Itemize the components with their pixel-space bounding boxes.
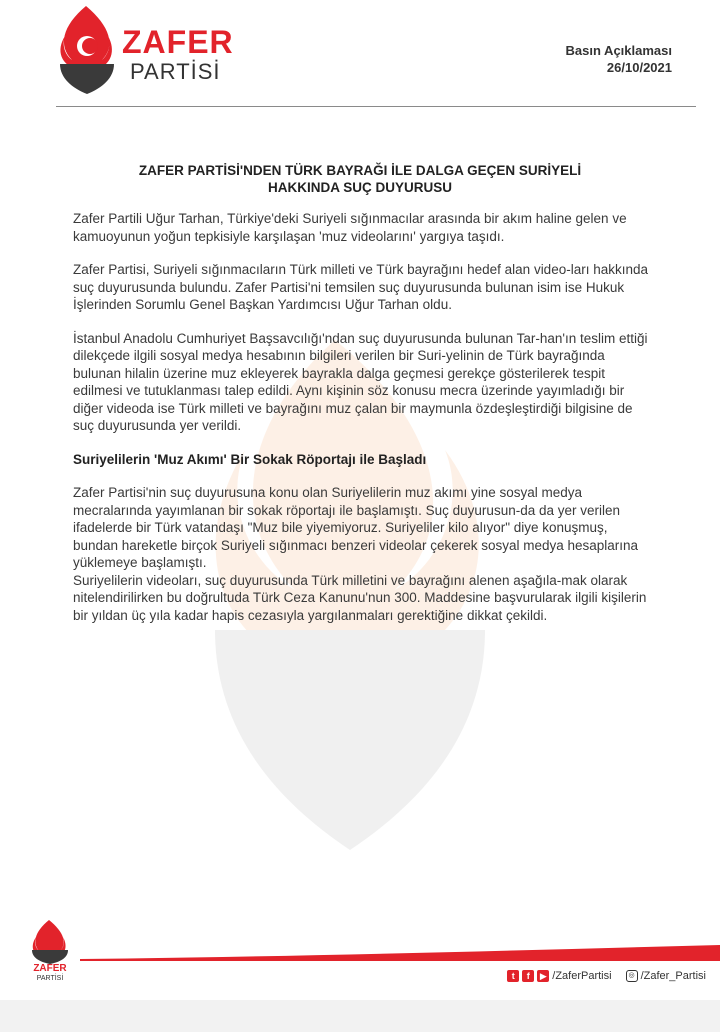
title-line-2: HAKKINDA SUÇ DUYURUSU <box>267 180 452 195</box>
social-group-instagram[interactable] <box>626 970 706 982</box>
logo-subtitle: PARTİSİ <box>130 59 221 84</box>
footer-logo-name: ZAFER <box>33 963 67 974</box>
doc-date: 26/10/2021 <box>606 60 672 75</box>
paragraph-3: İstanbul Anadolu Cumhuriyet Başsavcılığı'ndan suç duyurusunda bulunan Tar-han'ın teslim ettiği dilekçede ilgili sosyal medya hesabının bilgileri verilen bir Suri-yelinin de Türk bayrağında bulunan hilalin üzerine muz ekleyerek bayrakla dalga geçmesi gerekçe gösterilerek tespit edilmesi ve tutuklanması talep edildi. Aynı kişinin söz konusu mecra üzerinde yayımladığı bir diğer videoda ise Türk milleti ve bayrağını muz çalan bir maymunla özdeşleştirdiği bilgisine de suç duyurusunda yer verildi. <box>73 330 648 433</box>
footer-logo <box>28 918 72 996</box>
footer-red-band <box>80 945 720 961</box>
bottom-strip <box>0 1000 720 1032</box>
social-group-main[interactable] <box>507 970 611 982</box>
social-handle-2[interactable]: /Zafer_Partisi <box>640 970 706 982</box>
paragraph-2: Zafer Partisi, Suriyeli sığınmacıların Türk milleti ve Türk bayrağını hedef alan video-ları hakkında suç duyurusunda bulundu. Zafer Partisi'ni temsilen suç duyurusunda bulunan isim ise Hukuk İşlerinden Sorumlu Genel Başkan Yardımcısı Uğur Tarhan oldu. <box>73 262 649 312</box>
footer-logo-subtitle: PARTİSİ <box>36 975 64 982</box>
subheading: Suriyelilerin 'Muz Akımı' Bir Sokak Röportajı ile Başladı <box>73 451 427 467</box>
social-links <box>507 970 706 982</box>
paragraph-4: Zafer Partisi'nin suç duyurusuna konu olan Suriyelilerin muz akımı yine sosyal medya mecralarında yayımlanan bir sokak röportajı ile başlamıştı. Suç duyurusun-da da yer verilen ifadelerde bir Türk vatandaşı "Muz bile yiyemiyoruz. Suriyeliler kilo alıyor" diye konuşmuş, bundan hareketle birçok Suriyeli sığınmacı benzeri videolar çekerek sosyal medya hesaplarına yüklemeye başlamıştı. <box>73 485 639 570</box>
document-body <box>73 210 653 640</box>
doc-type-label: Basın Açıklaması <box>565 43 672 58</box>
logo-name: ZAFER <box>122 24 234 60</box>
party-logo <box>56 4 236 94</box>
twitter-icon[interactable]: t <box>507 970 519 982</box>
youtube-icon[interactable]: ▶ <box>537 970 549 982</box>
instagram-icon[interactable]: ◎ <box>626 970 638 982</box>
social-handle-1[interactable]: /ZaferPartisi <box>552 970 612 982</box>
press-info <box>566 42 672 76</box>
facebook-icon[interactable]: f <box>522 970 534 982</box>
title-line-1: ZAFER PARTİSİ'NDEN TÜRK BAYRAĞI İLE DALGA GEÇEN SURİYELİ <box>138 163 582 178</box>
flame-logo-icon <box>56 4 118 94</box>
document-title <box>90 162 630 196</box>
header-divider <box>56 106 696 107</box>
footer-flame-icon <box>28 918 72 964</box>
paragraph-1: Zafer Partili Uğur Tarhan, Türkiye'deki Suriyeli sığınmacılar arasında bir akım haline gelen ve kamuoyunun yoğun tepkisiyle karşılaşan 'muz videolarını' yargıya taşıdı. <box>73 211 627 244</box>
paragraph-5: Suriyelilerin videoları, suç duyurusunda Türk milletini ve bayrağını alenen aşağıla-mak olarak nitelendirilirken bu doğrultuda Türk Ceza Kanunu'nun 300. Maddesine başvurularak ilgili kişilerin bir yıldan üç yıla kadar hapis cezasıyla yargılanmaları gerektiğine dikkat çekildi. <box>73 572 647 623</box>
